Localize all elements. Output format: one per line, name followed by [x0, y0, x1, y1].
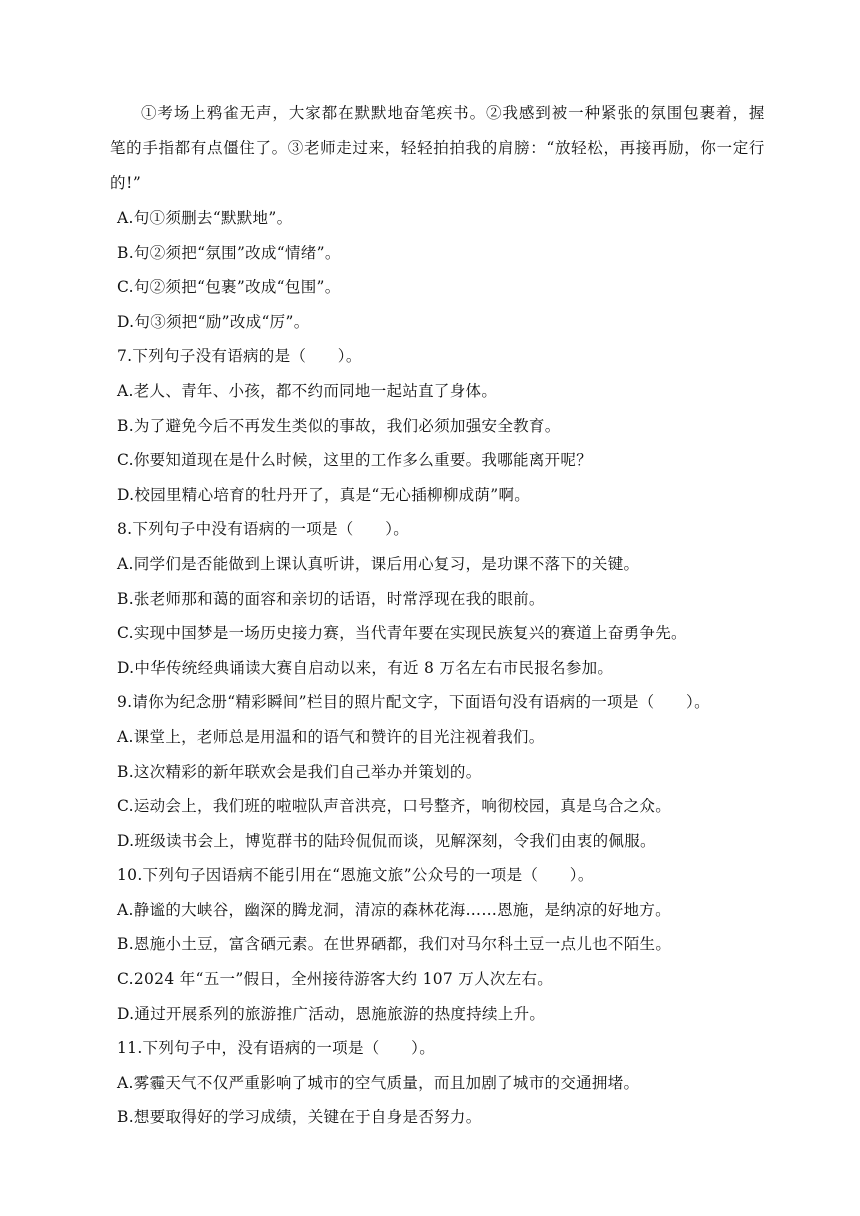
- q9-option-d: D.班级读书会上，博览群书的陆玲侃侃而谈，见解深刻，令我们由衷的佩服。: [117, 831, 656, 850]
- q11-option-a: A.雾霾天气不仅严重影响了城市的空气质量，而且加剧了城市的交通拥堵。: [117, 1073, 640, 1092]
- q9-option-b: B.这次精彩的新年联欢会是我们自己举办并策划的。: [117, 762, 482, 781]
- q8-option-c: C.实现中国梦是一场历史接力赛，当代青年要在实现民族复兴的赛道上奋勇争先。: [117, 624, 687, 643]
- q9-option-c: C.运动会上，我们班的啦啦队声音洪亮，口号整齐，响彻校园，真是乌合之众。: [117, 797, 672, 816]
- passage: ①考场上鸦雀无声，大家都在默默地奋笔疾书。②我感到被一种紧张的氛围包裹着，握笔的手指都有点僵住了。③老师走过来，轻轻拍拍我的肩膀：“放轻松，再接再励，你一定行的!”: [110, 104, 765, 192]
- q7-option-b: B.为了避免今后不再发生类似的事故，我们必须加强安全教育。: [117, 416, 561, 435]
- q7-option-c: C.你要知道现在是什么时候，这里的工作多么重要。我哪能离开呢？: [117, 451, 593, 470]
- q8-option-d: D.中华传统经典诵读大赛自启动以来，有近 8 万名左右市民报名参加。: [117, 658, 614, 677]
- q6-option-d: D.句③须把“励”改成“厉”。: [117, 312, 310, 331]
- q10-option-a: A.静谧的大峡谷，幽深的腾龙洞，清凉的森林花海……恩施，是纳凉的好地方。: [117, 900, 671, 919]
- q10-option-d: D.通过开展系列的旅游推广活动，恩施旅游的热度持续上升。: [117, 1004, 546, 1023]
- q10-option-c: C.2024 年“五一”假日，全州接待游客大约 107 万人次左右。: [117, 970, 554, 989]
- q11-option-b: B.想要取得好的学习成绩，关键在于自身是否努力。: [117, 1108, 482, 1127]
- q9-stem: 9.请你为纪念册“精彩瞬间”栏目的照片配文字，下面语句没有语病的一项是（ ）。: [117, 693, 710, 712]
- q6-option-c: C.句②须把“包裹”改成“包围”。: [117, 278, 341, 297]
- q7-stem: 7.下列句子没有语病的是（ ）。: [117, 347, 362, 366]
- q8-stem: 8.下列句子中没有语病的一项是（ ）。: [117, 520, 410, 539]
- q10-option-b: B.恩施小土豆，富含硒元素。在世界硒都，我们对马尔科土豆一点儿也不陌生。: [117, 935, 672, 954]
- q10-stem: 10.下列句子因语病不能引用在“恩施文旅”公众号的一项是（ ）。: [117, 866, 594, 885]
- q11-stem: 11.下列句子中，没有语病的一项是（ ）。: [117, 1039, 436, 1058]
- q7-option-d: D.校园里精心培育的牡丹开了，真是“无心插柳柳成荫”啊。: [117, 485, 531, 504]
- q9-option-a: A.课堂上，老师总是用温和的语气和赞许的目光注视着我们。: [117, 727, 545, 746]
- q6-option-a: A.句①须删去“默默地”。: [117, 209, 293, 227]
- q8-option-a: A.同学们是否能做到上课认真听讲，课后用心复习，是功课不落下的关键。: [117, 554, 640, 573]
- q8-option-b: B.张老师那和蔼的面容和亲切的话语，时常浮现在我的眼前。: [117, 589, 545, 608]
- q6-option-b: B.句②须把“氛围”改成“情绪”。: [117, 243, 341, 262]
- question-list: [110, 96, 765, 1135]
- q7-option-a: A.老人、青年、小孩，都不约而同地一起站直了身体。: [117, 381, 498, 400]
